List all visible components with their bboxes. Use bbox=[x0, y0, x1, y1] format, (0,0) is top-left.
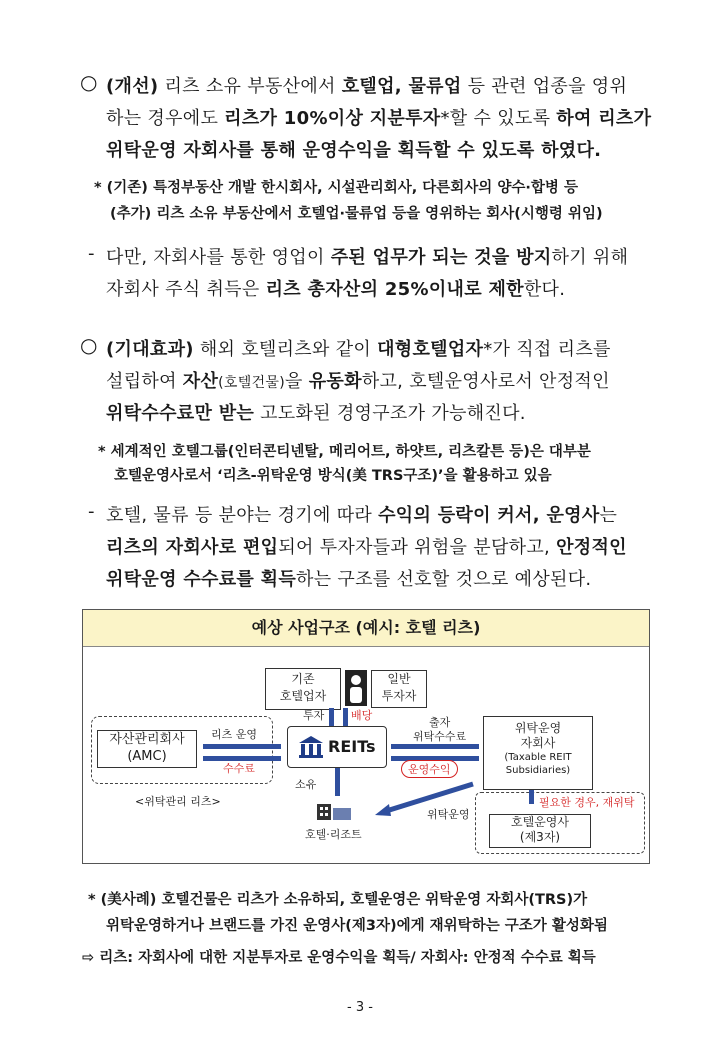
text-bold: 리츠가 10%이상 지분투자 bbox=[224, 108, 441, 129]
dash-1-line-1 bbox=[106, 243, 628, 269]
text-bold: 위탁수수료만 받는 bbox=[106, 403, 255, 424]
dash-2-line-2 bbox=[106, 533, 627, 559]
bullet-1: ○ bbox=[80, 70, 98, 94]
para-2-line-3 bbox=[106, 399, 526, 425]
contribution-label: 출자 bbox=[429, 716, 451, 729]
text: *가 직접 리츠를 bbox=[483, 339, 611, 360]
figure-title: 예상 사업구조 (예시: 호텔 리츠) bbox=[83, 610, 649, 647]
text: 설립하여 bbox=[106, 371, 183, 392]
para-1-line-1 bbox=[106, 72, 627, 98]
text: 등 관련 업종을 영위 bbox=[461, 76, 628, 97]
reit-operation-label: 리츠 운영 bbox=[211, 728, 258, 741]
hotel-resort-label: 호텔·리조트 bbox=[305, 828, 362, 841]
text: 해외 호텔리츠와 같이 bbox=[193, 339, 378, 360]
text: 하기 위해 bbox=[551, 247, 629, 268]
note-2-line-1: * 세계적인 호텔그룹(인터콘티넨탈, 메리어트, 하얏트, 리츠칼튼 등)은 대부분 bbox=[98, 444, 591, 460]
hotel-icon bbox=[315, 800, 355, 822]
note-1-line-1: * (기존) 특정부동산 개발 한시회사, 시설관리회사, 다른회사의 양수·합병 등 bbox=[94, 180, 578, 196]
text: 리츠 소유 부동산에서 bbox=[158, 76, 342, 97]
text: *할 수 있도록 bbox=[440, 108, 557, 129]
trs-en-label: (Taxable REIT Subsidiaries) bbox=[504, 752, 572, 776]
text: 호텔, 물류 등 분야는 경기에 따라 bbox=[106, 505, 379, 526]
note-3-line-1: * (美사례) 호텔건물은 리츠가 소유하되, 호텔운영은 위탁운영 자회사(TRS)가 bbox=[88, 892, 588, 908]
retrust-arrow bbox=[529, 790, 534, 804]
para-2-line-2 bbox=[106, 367, 610, 393]
page-number: - 3 - bbox=[347, 1000, 373, 1015]
text: 다만, 자회사를 통한 영업이 bbox=[106, 247, 331, 268]
label-expected: (기대효과) bbox=[106, 339, 194, 360]
text-bold: 주된 업무가 되는 것을 방지 bbox=[330, 247, 552, 268]
dash-2: - bbox=[88, 501, 95, 522]
reits-label: REITs bbox=[328, 737, 376, 756]
text: 한다. bbox=[523, 279, 566, 300]
para-1-line-2 bbox=[106, 104, 651, 130]
text: 고도화된 경영구조가 가능해진다. bbox=[254, 403, 526, 424]
dash-2-line-1 bbox=[106, 501, 617, 527]
building-icon bbox=[298, 735, 324, 759]
reit-operation-arrow bbox=[203, 744, 281, 749]
existing-hotelier-box: 기존 호텔업자 bbox=[265, 668, 341, 710]
dash-2-line-3 bbox=[106, 565, 591, 591]
investor-box bbox=[343, 668, 427, 708]
trust-fee-label: 위탁수수료 bbox=[413, 730, 467, 743]
amc-box: 자산관리회사 (AMC) bbox=[97, 730, 197, 768]
invest-arrow bbox=[329, 708, 334, 726]
text-bold: 리츠 총자산의 25%이내로 제한 bbox=[265, 279, 524, 300]
label-improvement: (개선) bbox=[106, 76, 159, 97]
hotel-operator-box: 호텔운영사 (제3자) bbox=[489, 814, 591, 848]
retrust-label: 필요한 경우, 재위탁 bbox=[539, 796, 635, 809]
trs-label: 위탁운영 자회사 bbox=[514, 721, 562, 750]
ownership-label: 소유 bbox=[295, 778, 317, 791]
dividend-arrow bbox=[343, 708, 348, 726]
person-icon bbox=[345, 670, 367, 706]
trust-reits-label: <위탁관리 리츠> bbox=[135, 795, 221, 808]
bullet-2: ○ bbox=[80, 333, 98, 357]
para-1-line-3: 위탁운영 자회사를 통해 운영수익을 획득할 수 있도록 하였다. bbox=[106, 140, 602, 161]
trs-box bbox=[483, 716, 593, 790]
dash-1: - bbox=[88, 243, 95, 264]
text: 하고, 호텔운영사로서 안정적인 bbox=[361, 371, 610, 392]
arrow-symbol: ⇨ bbox=[82, 950, 95, 966]
summary-text: 리츠: 자회사에 대한 지분투자로 운영수익을 획득/ 자회사: 안정적 수수료 획득 bbox=[99, 950, 596, 966]
investor-label: 일반 투자자 bbox=[371, 670, 427, 708]
ownership-arrow bbox=[335, 768, 340, 796]
text-bold: 수익의 등락이 커서, 운영사 bbox=[378, 505, 600, 526]
text-bold: 하여 리츠가 bbox=[556, 108, 652, 129]
text-bold: 자산 bbox=[182, 371, 219, 392]
note-3-line-2: 위탁운영하거나 브랜드를 가진 운영사(제3자)에게 재위탁하는 구조가 활성화됨 bbox=[106, 918, 608, 934]
text-bold: 위탁운영 수수료를 획득 bbox=[106, 569, 297, 590]
note-2-line-2: 호텔운영사로서 ‘리츠-위탁운영 방식(美 TRS구조)’을 활용하고 있음 bbox=[114, 468, 552, 484]
text: 하는 경우에도 bbox=[106, 108, 225, 129]
text: 을 bbox=[285, 371, 309, 392]
text-bold: 유동화 bbox=[308, 371, 362, 392]
note-1-line-2: (추가) 리츠 소유 부동산에서 호텔업·물류업 등을 영위하는 회사(시행령 위임) bbox=[110, 206, 603, 222]
summary-line bbox=[82, 946, 596, 967]
contribution-arrow bbox=[391, 744, 479, 749]
text: 되어 투자자들과 위험을 분담하고, bbox=[278, 537, 557, 558]
invest-label: 투자 bbox=[303, 709, 325, 722]
text-bold: 안정적인 bbox=[556, 537, 627, 558]
text: 는 bbox=[599, 505, 618, 526]
text-bold: 호텔업, 물류업 bbox=[341, 76, 462, 97]
text: 하는 구조를 선호할 것으로 예상된다. bbox=[296, 569, 592, 590]
reits-box bbox=[287, 726, 387, 768]
operating-income-label: 운영수익 bbox=[401, 760, 458, 778]
business-structure-figure bbox=[82, 609, 650, 864]
text-small: (호텔건물) bbox=[218, 375, 285, 391]
para-2-line-1 bbox=[106, 335, 611, 361]
dividend-label: 배당 bbox=[351, 709, 373, 722]
trust-operation-label: 위탁운영 bbox=[427, 808, 470, 821]
text-bold: 리츠의 자회사로 편입 bbox=[106, 537, 279, 558]
text: 자회사 주식 취득은 bbox=[106, 279, 266, 300]
text-bold: 대형호텔업자 bbox=[377, 339, 484, 360]
dash-1-line-2 bbox=[106, 275, 565, 301]
fee-label: 수수료 bbox=[223, 762, 255, 775]
